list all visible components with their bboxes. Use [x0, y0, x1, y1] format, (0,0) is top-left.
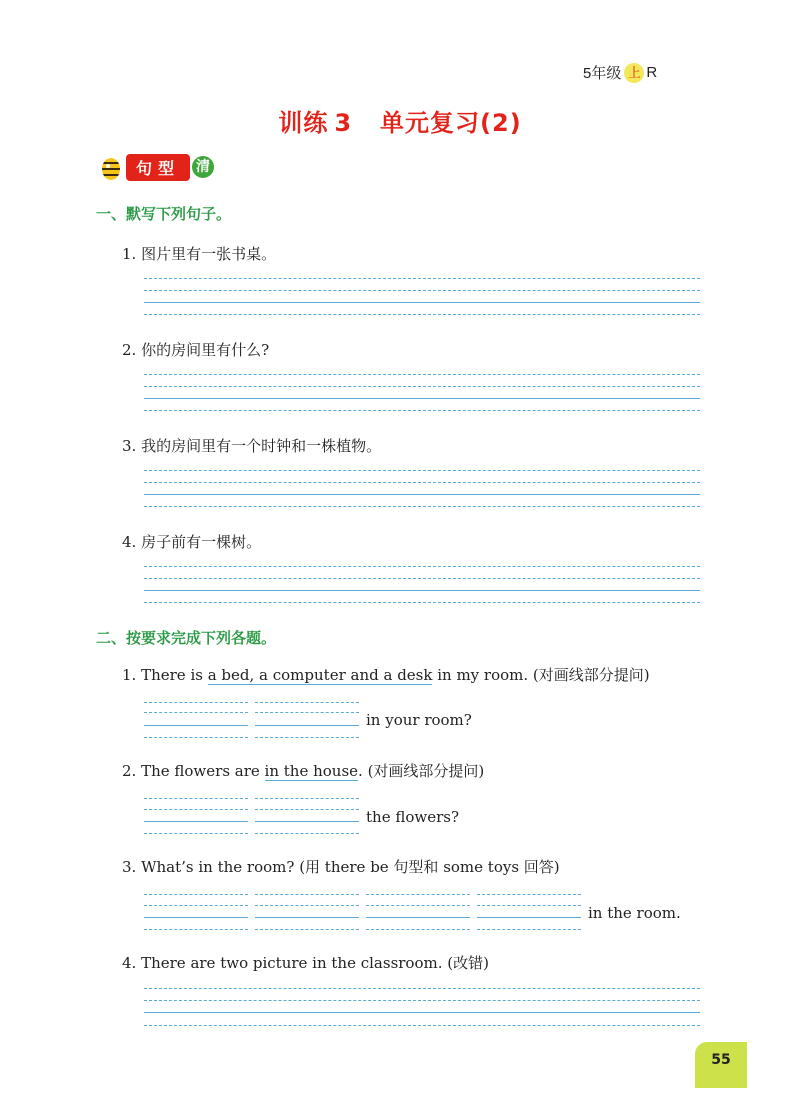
blank-line[interactable]: [477, 894, 581, 895]
bee-icon: [98, 152, 124, 182]
q2-underlined: in the house: [264, 762, 359, 780]
blank-line[interactable]: [144, 798, 248, 799]
s1-question-4: 4. 房子前有一棵树。: [122, 533, 262, 551]
blank-line[interactable]: [366, 929, 470, 930]
blank-line[interactable]: [255, 702, 359, 703]
grade-prefix: 5年级: [583, 65, 622, 82]
answer-line[interactable]: [144, 494, 700, 495]
blank-line[interactable]: [255, 821, 359, 822]
s1-question-3: 3. 我的房间里有一个时钟和一株植物。: [122, 437, 382, 455]
badge-circle: 清: [192, 156, 214, 178]
sentence-badge: [98, 152, 214, 182]
q2-before: 2. The flowers are: [122, 762, 265, 780]
blank-line[interactable]: [144, 725, 248, 726]
answer-line[interactable]: [144, 578, 700, 579]
title-subtitle: 单元复习(2): [380, 109, 522, 137]
blank-line[interactable]: [255, 905, 359, 906]
answer-line[interactable]: [144, 590, 700, 591]
answer-line[interactable]: [144, 302, 700, 303]
blank-line[interactable]: [366, 894, 470, 895]
section1-heading: 一、默写下列句子。: [96, 205, 232, 223]
answer-line[interactable]: [144, 278, 700, 279]
answer-line[interactable]: [144, 506, 700, 507]
answer-line[interactable]: [144, 374, 700, 375]
blank-line[interactable]: [144, 737, 248, 738]
q1-tail: in your room?: [366, 711, 472, 729]
blank-line[interactable]: [255, 725, 359, 726]
answer-line[interactable]: [144, 1000, 700, 1001]
title-number: 3: [334, 109, 353, 137]
answer-line[interactable]: [144, 988, 700, 989]
answer-line[interactable]: [144, 314, 700, 315]
q2-after: . (对画线部分提问): [358, 762, 485, 780]
answer-line[interactable]: [144, 386, 700, 387]
q1-after: in my room. (对画线部分提问): [432, 666, 650, 684]
q3-tail: in the room.: [588, 904, 681, 922]
badge-label: 句型: [126, 154, 190, 181]
blank-line[interactable]: [477, 905, 581, 906]
blank-line[interactable]: [144, 712, 248, 713]
s2-question-1: [122, 664, 650, 685]
blank-line[interactable]: [255, 894, 359, 895]
blank-line[interactable]: [366, 905, 470, 906]
s2-question-2: [122, 760, 484, 781]
answer-line[interactable]: [144, 290, 700, 291]
answer-line[interactable]: [144, 482, 700, 483]
s1-question-2: 2. 你的房间里有什么?: [122, 341, 270, 359]
blank-line[interactable]: [255, 798, 359, 799]
blank-line[interactable]: [144, 894, 248, 895]
page-number: 55: [695, 1042, 747, 1088]
answer-line[interactable]: [144, 410, 700, 411]
s1-question-1: 1. 图片里有一张书桌。: [122, 245, 277, 263]
blank-line[interactable]: [144, 809, 248, 810]
blank-line[interactable]: [255, 712, 359, 713]
blank-line[interactable]: [144, 929, 248, 930]
s2-question-3: 3. What’s in the room? (用 there be 句型和 some toys 回答): [122, 858, 560, 876]
answer-line[interactable]: [144, 1025, 700, 1026]
blank-line[interactable]: [144, 821, 248, 822]
answer-line[interactable]: [144, 566, 700, 567]
blank-line[interactable]: [255, 809, 359, 810]
q1-before: 1. There is: [122, 666, 208, 684]
blank-line[interactable]: [255, 737, 359, 738]
section2-heading: 二、按要求完成下列各题。: [96, 629, 277, 647]
blank-line[interactable]: [144, 905, 248, 906]
blank-line[interactable]: [255, 833, 359, 834]
answer-line[interactable]: [144, 398, 700, 399]
blank-line[interactable]: [255, 929, 359, 930]
answer-line[interactable]: [144, 470, 700, 471]
answer-line[interactable]: [144, 1012, 700, 1013]
q2-tail: the flowers?: [366, 808, 459, 826]
s2-question-4: 4. There are two picture in the classroom. (改错): [122, 954, 489, 972]
grade-term-badge: 上: [624, 63, 644, 83]
blank-line[interactable]: [255, 917, 359, 918]
grade-label: [583, 62, 657, 83]
blank-line[interactable]: [366, 917, 470, 918]
grade-suffix: R: [646, 64, 658, 81]
blank-line[interactable]: [477, 929, 581, 930]
blank-line[interactable]: [144, 917, 248, 918]
blank-line[interactable]: [144, 833, 248, 834]
title-label: 训练: [278, 109, 329, 137]
blank-line[interactable]: [144, 702, 248, 703]
page-title: [0, 103, 800, 138]
q1-underlined: a bed, a computer and a desk: [207, 666, 433, 684]
answer-line[interactable]: [144, 602, 700, 603]
blank-line[interactable]: [477, 917, 581, 918]
